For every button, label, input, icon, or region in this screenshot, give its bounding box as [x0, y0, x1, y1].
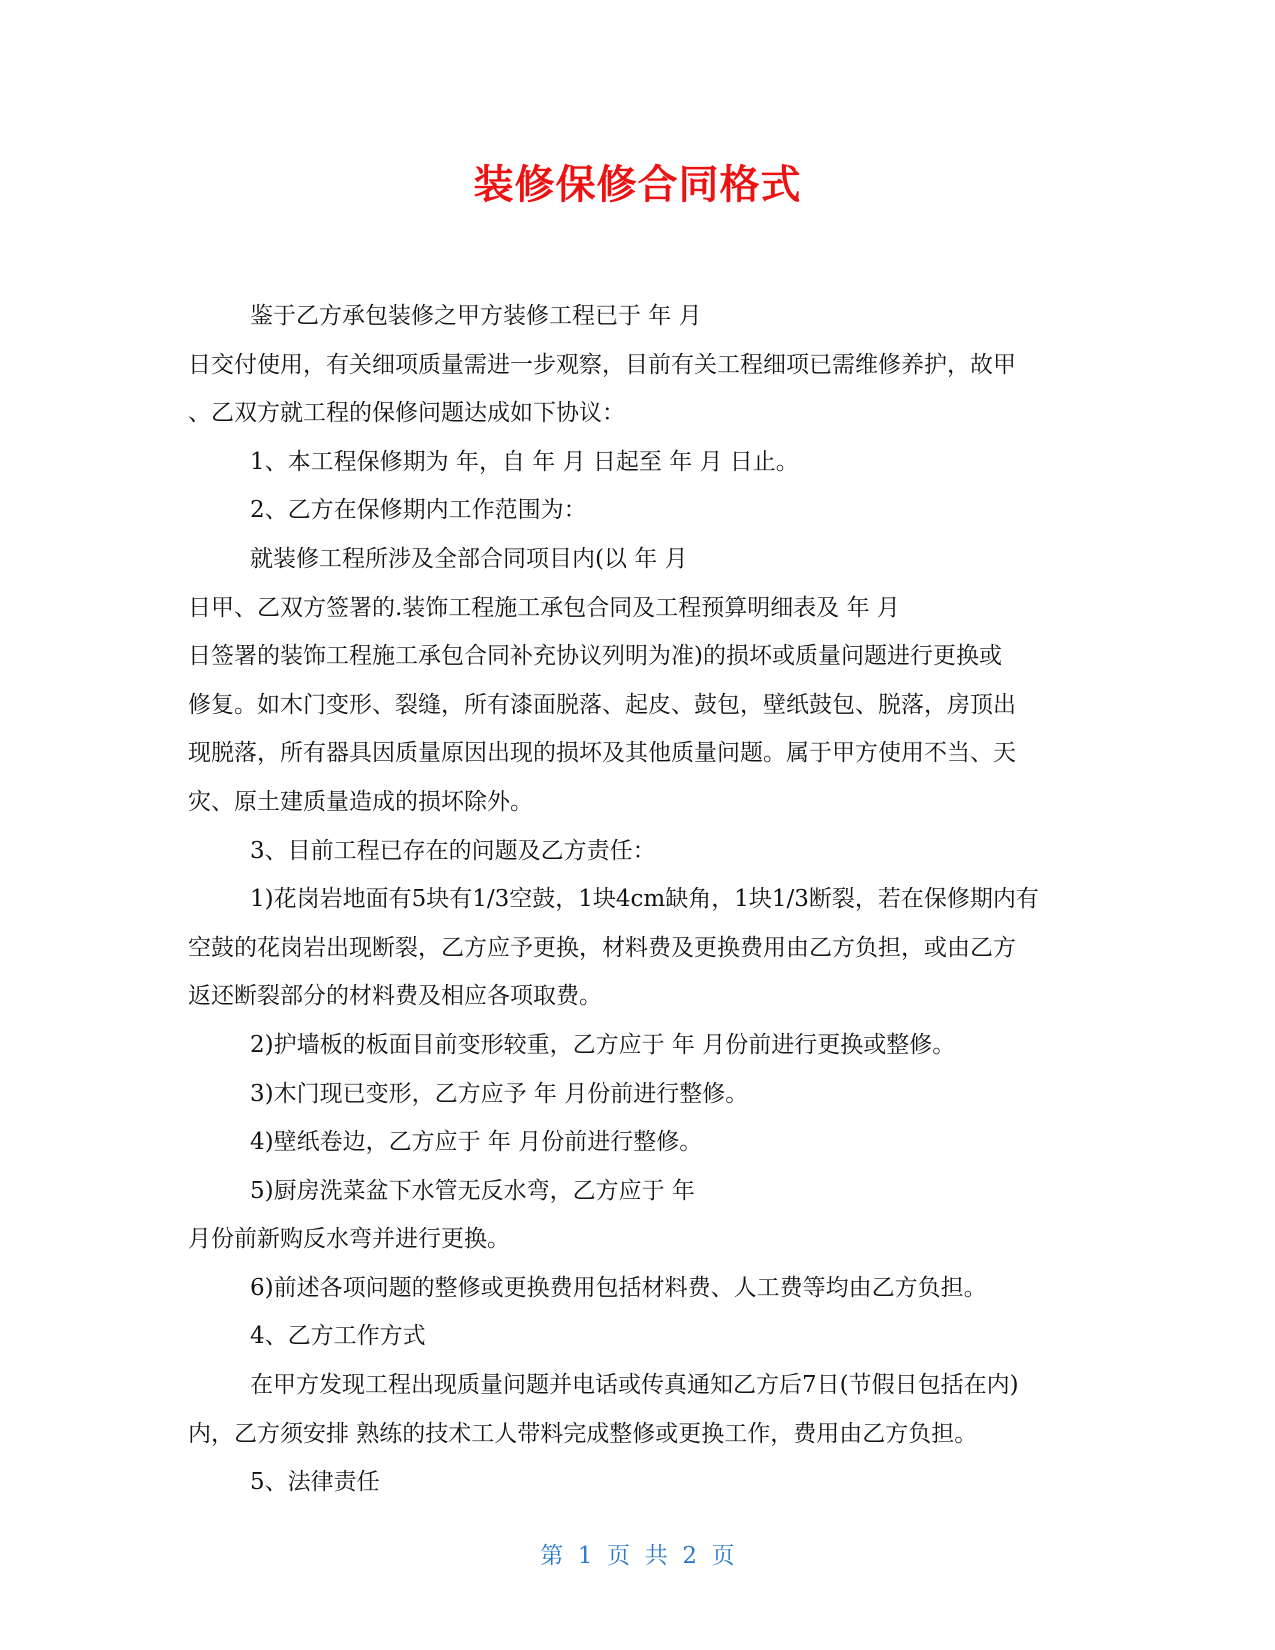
paragraph-line: 鉴于乙方承包装修之甲方装修工程已于 年 月 — [250, 303, 702, 329]
paragraph-line: 空鼓的花岗岩出现断裂，乙方应予更换，材料费及更换费用由乙方负担，或由乙方 — [188, 934, 1016, 961]
paragraph-line: 1、本工程保修期为 年，自 年 月 日起至 年 月 日止。 — [250, 448, 799, 475]
paragraph-line: 月份前新购反水弯并进行更换。 — [188, 1226, 510, 1253]
paragraph-line: 在甲方发现工程出现质量问题并电话或传真通知乙方后7日(节假日包括在内) — [250, 1372, 1019, 1399]
page-number-footer: 第 1 页 共 2 页 — [540, 1543, 735, 1569]
document-title: 装修保修合同格式 — [473, 162, 802, 208]
document-body — [188, 292, 1088, 1507]
paragraph-line: 灾、原土建质量造成的损坏除外。 — [188, 788, 533, 815]
paragraph-line: 日甲、乙双方签署的.装饰工程施工承包合同及工程预算明细表及 年 月 — [188, 594, 900, 621]
paragraph-line: 修复。如木门变形、裂缝，所有漆面脱落、起皮、鼓包，壁纸鼓包、脱落，房顶出 — [188, 691, 1016, 718]
paragraph-line: 3、目前工程已存在的问题及乙方责任： — [250, 837, 656, 864]
paragraph-line: 4)壁纸卷边，乙方应于 年 月份前进行整修。 — [250, 1129, 703, 1156]
paragraph-line: 6)前述各项问题的整修或更换费用包括材料费、人工费等均由乙方负担。 — [250, 1274, 987, 1301]
paragraph-line: 返还断裂部分的材料费及相应各项取费。 — [188, 983, 602, 1010]
paragraph-line: 、乙双方就工程的保修问题达成如下协议： — [188, 400, 625, 427]
paragraph-line: 3)木门现已变形，乙方应予 年 月份前进行整修。 — [250, 1080, 749, 1107]
paragraph-line: 日交付使用，有关细项质量需进一步观察，目前有关工程细项已需维修养护，故甲 — [188, 351, 1016, 378]
paragraph-line: 5、法律责任 — [250, 1469, 380, 1496]
paragraph-line: 就装修工程所涉及全部合同项目内(以 年 月 — [250, 545, 688, 572]
paragraph-line: 2、乙方在保修期内工作范围为： — [250, 497, 587, 524]
paragraph-line: 2)护墙板的板面目前变形较重，乙方应于 年 月份前进行更换或整修。 — [250, 1031, 956, 1058]
paragraph-line: 5)厨房洗菜盆下水管无反水弯，乙方应于 年 — [250, 1177, 695, 1204]
paragraph-line: 现脱落，所有器具因质量原因出现的损坏及其他质量问题。属于甲方使用不当、天 — [188, 740, 1016, 767]
paragraph-line: 日签署的装饰工程施工承包合同补充协议列明为准)的损坏或质量问题进行更换或 — [188, 643, 1002, 670]
paragraph-line: 4、乙方工作方式 — [250, 1323, 426, 1350]
paragraph-line: 内，乙方须安排 熟练的技术工人带料完成整修或更换工作，费用由乙方负担。 — [188, 1420, 978, 1447]
paragraph-line: 1)花岗岩地面有5块有1/3空鼓，1块4cm缺角，1块1/3断裂，若在保修期内有 — [250, 886, 1039, 913]
